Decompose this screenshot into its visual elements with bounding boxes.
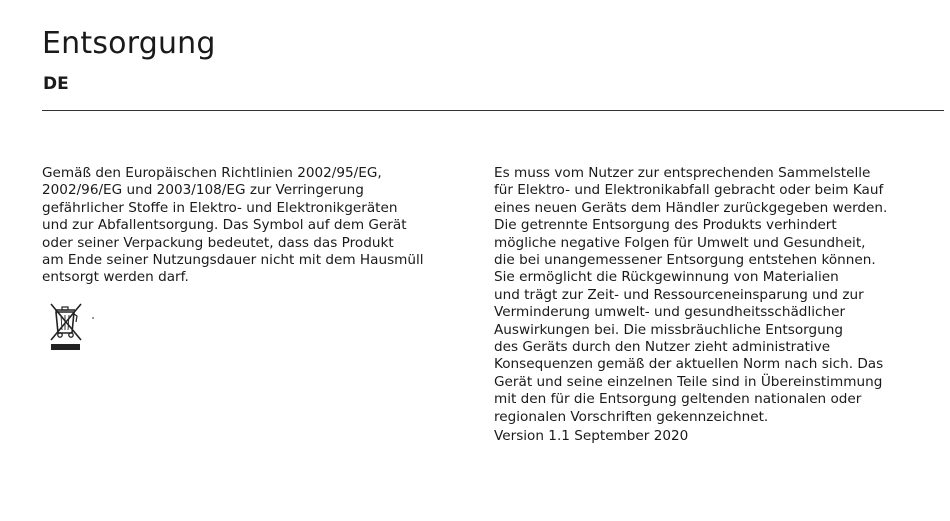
left-column [42,165,482,287]
crossed-out-wheelie-bin-icon [46,300,98,355]
header-divider [42,110,944,111]
page-title: Entsorgung [42,26,216,61]
right-column [494,165,942,446]
language-code: DE [43,74,69,94]
version-label: Version 1.1 September 2020 [494,428,689,445]
disposal-details-paragraph: Es muss vom Nutzer zur entsprechenden Sammelstelle für Elektro- und Elektronikabfall gebracht oder beim Kauf eines neuen Geräts dem Händler zurückgegeben werden. Die getrennte Entsorgung des Produkts verhindert mögliche negative Folgen für Umwelt und Gesundheit, die bei unangemessener Entsorgung entstehen können. Sie ermöglicht die Rückgewinnung von Materialien und trägt zur Zeit- und Ressourceneinsparung und zur Verminderung umwelt- und gesundheitsschädlicher Auswirkungen bei. Die missbräuchliche Entsorgung des Geräts durch den Nutzer zieht administrative Konsequenzen gemäß der aktuellen Norm nach sich. Das Gerät und seine einzelnen Teile sind in Übereinstimmung mit den für die Entsorgung geltenden nationalen oder regionalen Vorschriften gekennzeichnet. [494,165,888,425]
disposal-intro-paragraph: Gemäß den Europäischen Richtlinien 2002/95/EG, 2002/96/EG und 2003/108/EG zur Verringerung gefährlicher Stoffe in Elektro- und Elektronikgeräten und zur Abfallentsorgung. Das Symbol auf dem Gerät oder seiner Verpackung bedeutet, dass das Produkt am Ende seiner Nutzungsdauer nicht mit dem Hausmüll entsorgt werden darf. [42,165,424,286]
